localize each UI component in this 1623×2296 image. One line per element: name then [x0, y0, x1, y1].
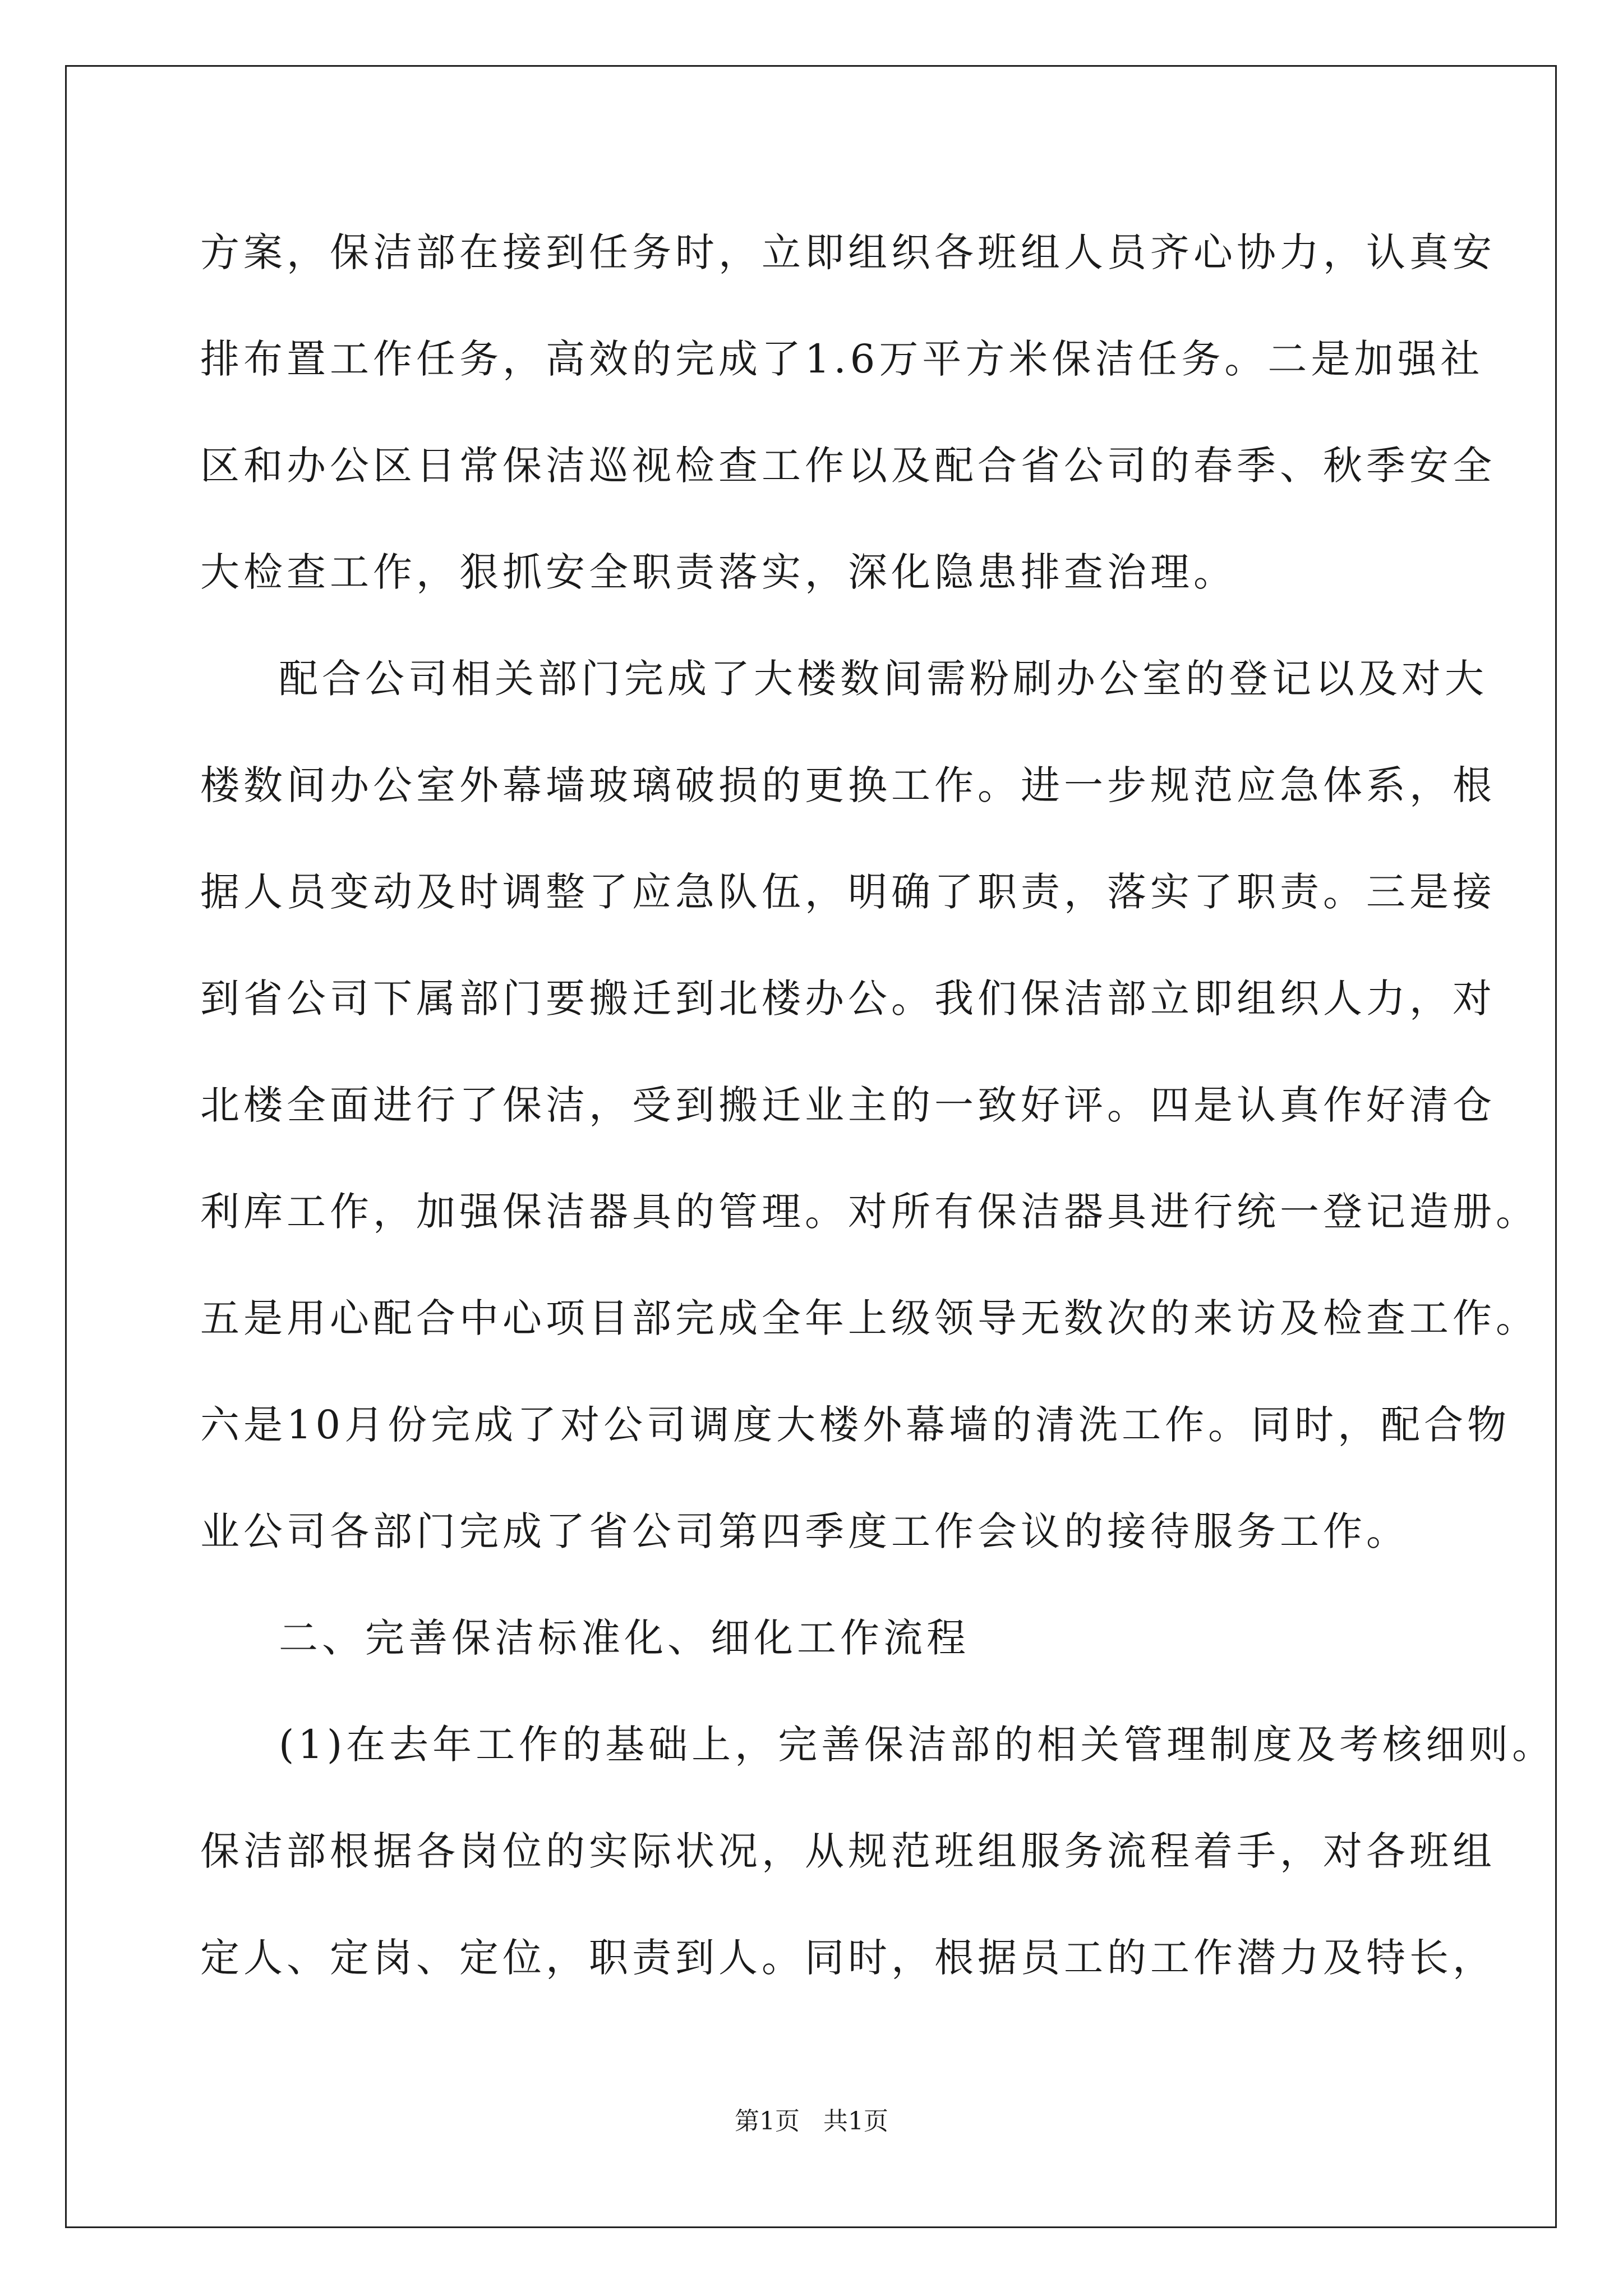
page-footer: 第1页 共1页 [735, 2107, 888, 2136]
text-line: 区和办公区日常保洁巡视检查工作以及配合省公司的春季、秋季安全 [200, 443, 1496, 489]
text-line: 到省公司下属部门要搬迁到北楼办公。我们保洁部立即组织人力，对 [200, 976, 1496, 1022]
text-line: 利库工作，加强保洁器具的管理。对所有保洁器具进行统一登记造册。 [200, 1189, 1539, 1235]
text-line: 五是用心配合中心项目部完成全年上级领导无数次的来访及检查工作。 [200, 1295, 1539, 1341]
text-line: 楼数间办公室外幕墙玻璃破损的更换工作。进一步规范应急体系，根 [200, 762, 1496, 808]
text-line: 保洁部根据各岗位的实际状况，从规范班组服务流程着手，对各班组 [200, 1828, 1496, 1874]
text-line: 据人员变动及时调整了应急队伍，明确了职责，落实了职责。三是接 [200, 869, 1496, 915]
page-border [65, 65, 1557, 2228]
section-heading: 二、完善保洁标准化、细化工作流程 [279, 1615, 970, 1661]
text-line: 业公司各部门完成了省公司第四季度工作会议的接待服务工作。 [200, 1508, 1409, 1554]
text-line: 六是10月份完成了对公司调度大楼外幕墙的清洗工作。同时，配合物 [200, 1402, 1511, 1448]
text-line: 方案，保洁部在接到任务时，立即组织各班组人员齐心协力，认真安 [200, 229, 1496, 275]
text-line: (1)在去年工作的基础上，完善保洁部的相关管理制度及考核细则。 [279, 1722, 1556, 1768]
text-line: 大检查工作，狠抓安全职责落实，深化隐患排查治理。 [200, 549, 1237, 595]
text-line: 排布置工作任务，高效的完成了1.6万平方米保洁任务。二是加强社 [200, 336, 1484, 382]
text-line: 北楼全面进行了保洁，受到搬迁业主的一致好评。四是认真作好清仓 [200, 1082, 1496, 1128]
text-line: 配合公司相关部门完成了大楼数间需粉刷办公室的登记以及对大 [279, 656, 1488, 702]
text-line: 定人、定岗、定位，职责到人。同时，根据员工的工作潜力及特长， [200, 1935, 1496, 1981]
